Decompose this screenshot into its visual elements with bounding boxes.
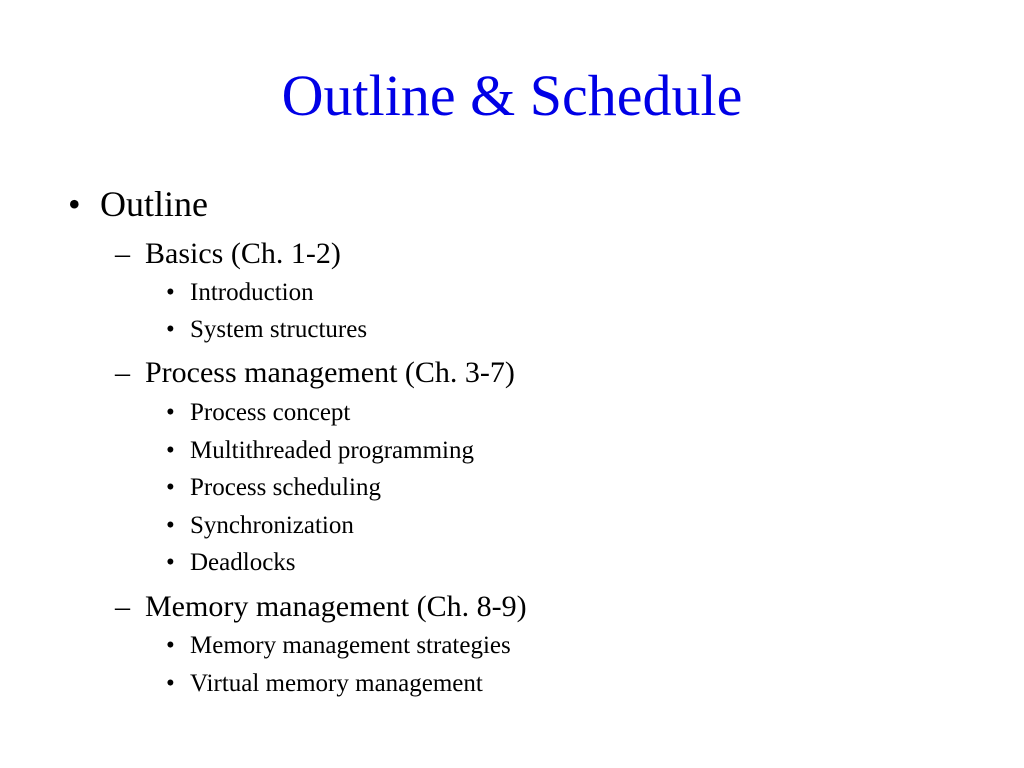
bullet-marker-l1: • <box>68 184 81 224</box>
bullet-marker-l3: • <box>166 632 175 659</box>
section-memory-management: Memory management (Ch. 8-9) <box>145 590 527 623</box>
list-item: Introduction <box>190 279 314 306</box>
dash-marker-l2: – <box>115 237 130 270</box>
list-item: Process concept <box>190 399 351 426</box>
list-item: System structures <box>190 316 368 343</box>
slide-title: Outline & Schedule <box>281 63 743 128</box>
dash-marker-l2: – <box>115 356 130 389</box>
section-process-management: Process management (Ch. 3-7) <box>145 356 515 389</box>
list-item: Deadlocks <box>190 549 296 576</box>
list-item: Multithreaded programming <box>190 437 474 464</box>
bullet-marker-l3: • <box>166 437 175 464</box>
bullet-marker-l3: • <box>166 549 175 576</box>
section-basics: Basics (Ch. 1-2) <box>145 237 341 270</box>
list-item: Synchronization <box>190 512 354 539</box>
bullet-marker-l3: • <box>166 512 175 539</box>
bullet-marker-l3: • <box>166 474 175 501</box>
outline-heading: Outline <box>100 184 208 224</box>
list-item: Virtual memory management <box>190 670 483 697</box>
dash-marker-l2: – <box>115 590 130 623</box>
bullet-marker-l3: • <box>166 670 175 697</box>
list-item: Process scheduling <box>190 474 381 501</box>
bullet-marker-l3: • <box>166 279 175 306</box>
bullet-marker-l3: • <box>166 399 175 426</box>
bullet-marker-l3: • <box>166 316 175 343</box>
list-item: Memory management strategies <box>190 632 511 659</box>
